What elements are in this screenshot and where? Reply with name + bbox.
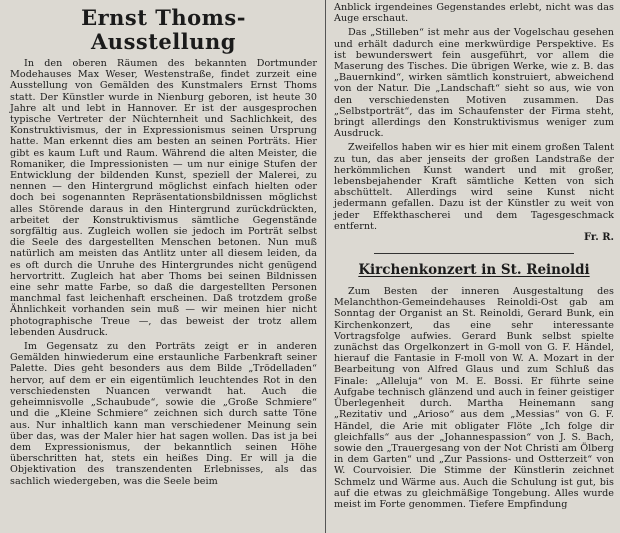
article-continuation bbox=[334, 2, 614, 243]
article-separator bbox=[374, 253, 574, 254]
article-paragraph: Zum Besten der inneren Ausgestaltung des Melanchthon-Gemeindehauses Reinoldi-Ost gab am Sonntag der Organist an St. Reinoldi, Gerard Bunk, ein Kirchenkonzert, das eine sehr interessante Vortragsfolge aufwies. Gerard Bunk selbst spielte zunächst das Orgelkonzert in G-moll von G. F. Händel, hierauf die Fantasie in F-moll von W. A. Mozart in der Bearbeitung von Alfred Glaus und zum Schluß das Finale: „Alleluja“ von M. E. Bossi. Er führte seine Aufgabe technisch glänzend und auch in feiner geistiger Überlegenheit durch. Martha Heinemann sang „Rezitativ und „Arioso“ aus dem „Messias“ von G. F. Händel, die Arie mit obligater Flöte „Ich folge dir gleichfalls“ aus der „Johannespassion“ von J. S. Bach, sowie den „Trauergesang von der Not Christi am Ölberg in dem Garten“ und „Zur Passions- und Ostterzeit“ von W. Courvoisier. Die Stimme der Künstlerin zeichnet Schmelz und Wärme aus. Auch die Schulung ist gut, bis auf die etwas zu gleichmäßige Tongebung. Alles wurde meist im Forte genommen. Tiefere Empfindung bbox=[334, 286, 614, 510]
article-paragraph: Im Gegensatz zu den Porträts zeigt er in anderen Gemälden hinwiederum eine erstaunliche Farbenkraft seiner Palette. Dies geht besonders aus dem Bilde „Trödelladen“ hervor, auf dem er ein eigentümlich leuchtendes Rot in den verschiedensten Nuancen verwandt hat. Auch die geheimnisvolle „Schaubude“, sowie die „Große Schmiere“ und die „Kleine Schmiere“ zeichnen sich durch satte Töne aus. Nur inhaltlich kann man verschiedener Meinung sein über das, was der Maler hier hat sagen wollen. Das ist ja bei dem Expressionismus, der bekanntlich seinen Höhe überschritten hat, stets ein heißes Ding. Er will ja die Objektivation des transzendenten Erlebnisses, als das sachlich wiedergeben, was die Seele beim bbox=[10, 341, 317, 487]
author-signature: Fr. R. bbox=[583, 232, 614, 244]
article-paragraph: Das „Stilleben“ ist mehr aus der Vogelschau gesehen und erhält dadurch eine merkwürdige Perspektive. Es ist bewunderswert fein ausgeführt, vor allem die Maserung des Tisches. Die übrigen Werke, wie z. B. das „Bauernkind“, wirken sämtlich konstruiert, abweichend von der Natur. Die „Landschaft“ sieht so aus, wie von den verschiedensten Motiven zusammen. Das „Selbstporträt“, das im Schaufenster der Firma steht, bringt allerdings den Konstruktivismus weniger zum Ausdruck. bbox=[334, 27, 614, 140]
column-divider bbox=[325, 0, 326, 533]
article-paragraph: Anblick irgendeines Gegenstandes erlebt, nicht was das Auge erschaut. bbox=[334, 2, 614, 25]
right-column bbox=[330, 0, 620, 533]
article-paragraph: Zweifellos haben wir es hier mit einem großen Talent zu tun, das aber jenseits der großen Landstraße der herkömmlichen Kunst wandert und mit großer, lebensbejahender Kraft sämtliche Ketten von sich abschüttelt. Allerdings wird seine Kunst nicht jedermann gefallen. Dazu ist der Künstler zu weit von jeder Effekthascherei und dem Tagesgeschmack entfernt. bbox=[334, 142, 614, 232]
article-paragraph: In den oberen Räumen des bekannten Dortmunder Modehauses Max Weser, Westenstraße, findet zurzeit eine Ausstellung von Gemälden des Kunstmalers Ernst Thoms statt. Der Künstler wurde in Nienburg geboren, ist heute 30 Jahre alt und lebt in Hannover. Er ist der ausgesprochen typische Vertreter der Nüchternheit und Sachlichkeit, des Konstruktivismus, der in Expressionismus seinen Ursprung hatte. Man erkennt dies am besten an seinen Porträts. Hier gibt es kaum Luft und Raum. Während die alten Meister, die Romaniker, die Impressionisten — um nur einige Stufen der Entwicklung der bildenden Kunst, speziell der Malerei, zu nennen — den Hintergrund möglichst einfach hielten oder doch bei sogenannten Repräsentationsbildnissen möglichst alles Störende daraus in den Hintergrund zurückdrückten, arbeitet der Konstruktivismus sämtliche Gegenstände sorgfältig aus. Zugleich wollen sie jedoch im Porträt selbst die Seele des dargestellten Menschen betonen. Nun muß natürlich am meisten das Antlitz unter all diesem leiden, da es oft durch die Unruhe des Hintergrundes nicht genügend hervortritt. Zugleich hat aber Thoms bei seinen Bildnissen eine sehr matte Farbe, so daß die dargestellten Personen manchmal fast leichenhaft erscheinen. Daß trotzdem große Ähnlichkeit vorhanden sein muß — wir meinen hier nicht photographische Treue —, das beweist der trotz allem lebenden Ausdruck. bbox=[10, 58, 317, 338]
article-headline-kirchenkonzert: Kirchenkonzert in St. Reinoldi bbox=[358, 262, 590, 279]
article-headline-thoms: Ernst Thoms-Ausstellung bbox=[81, 5, 246, 54]
